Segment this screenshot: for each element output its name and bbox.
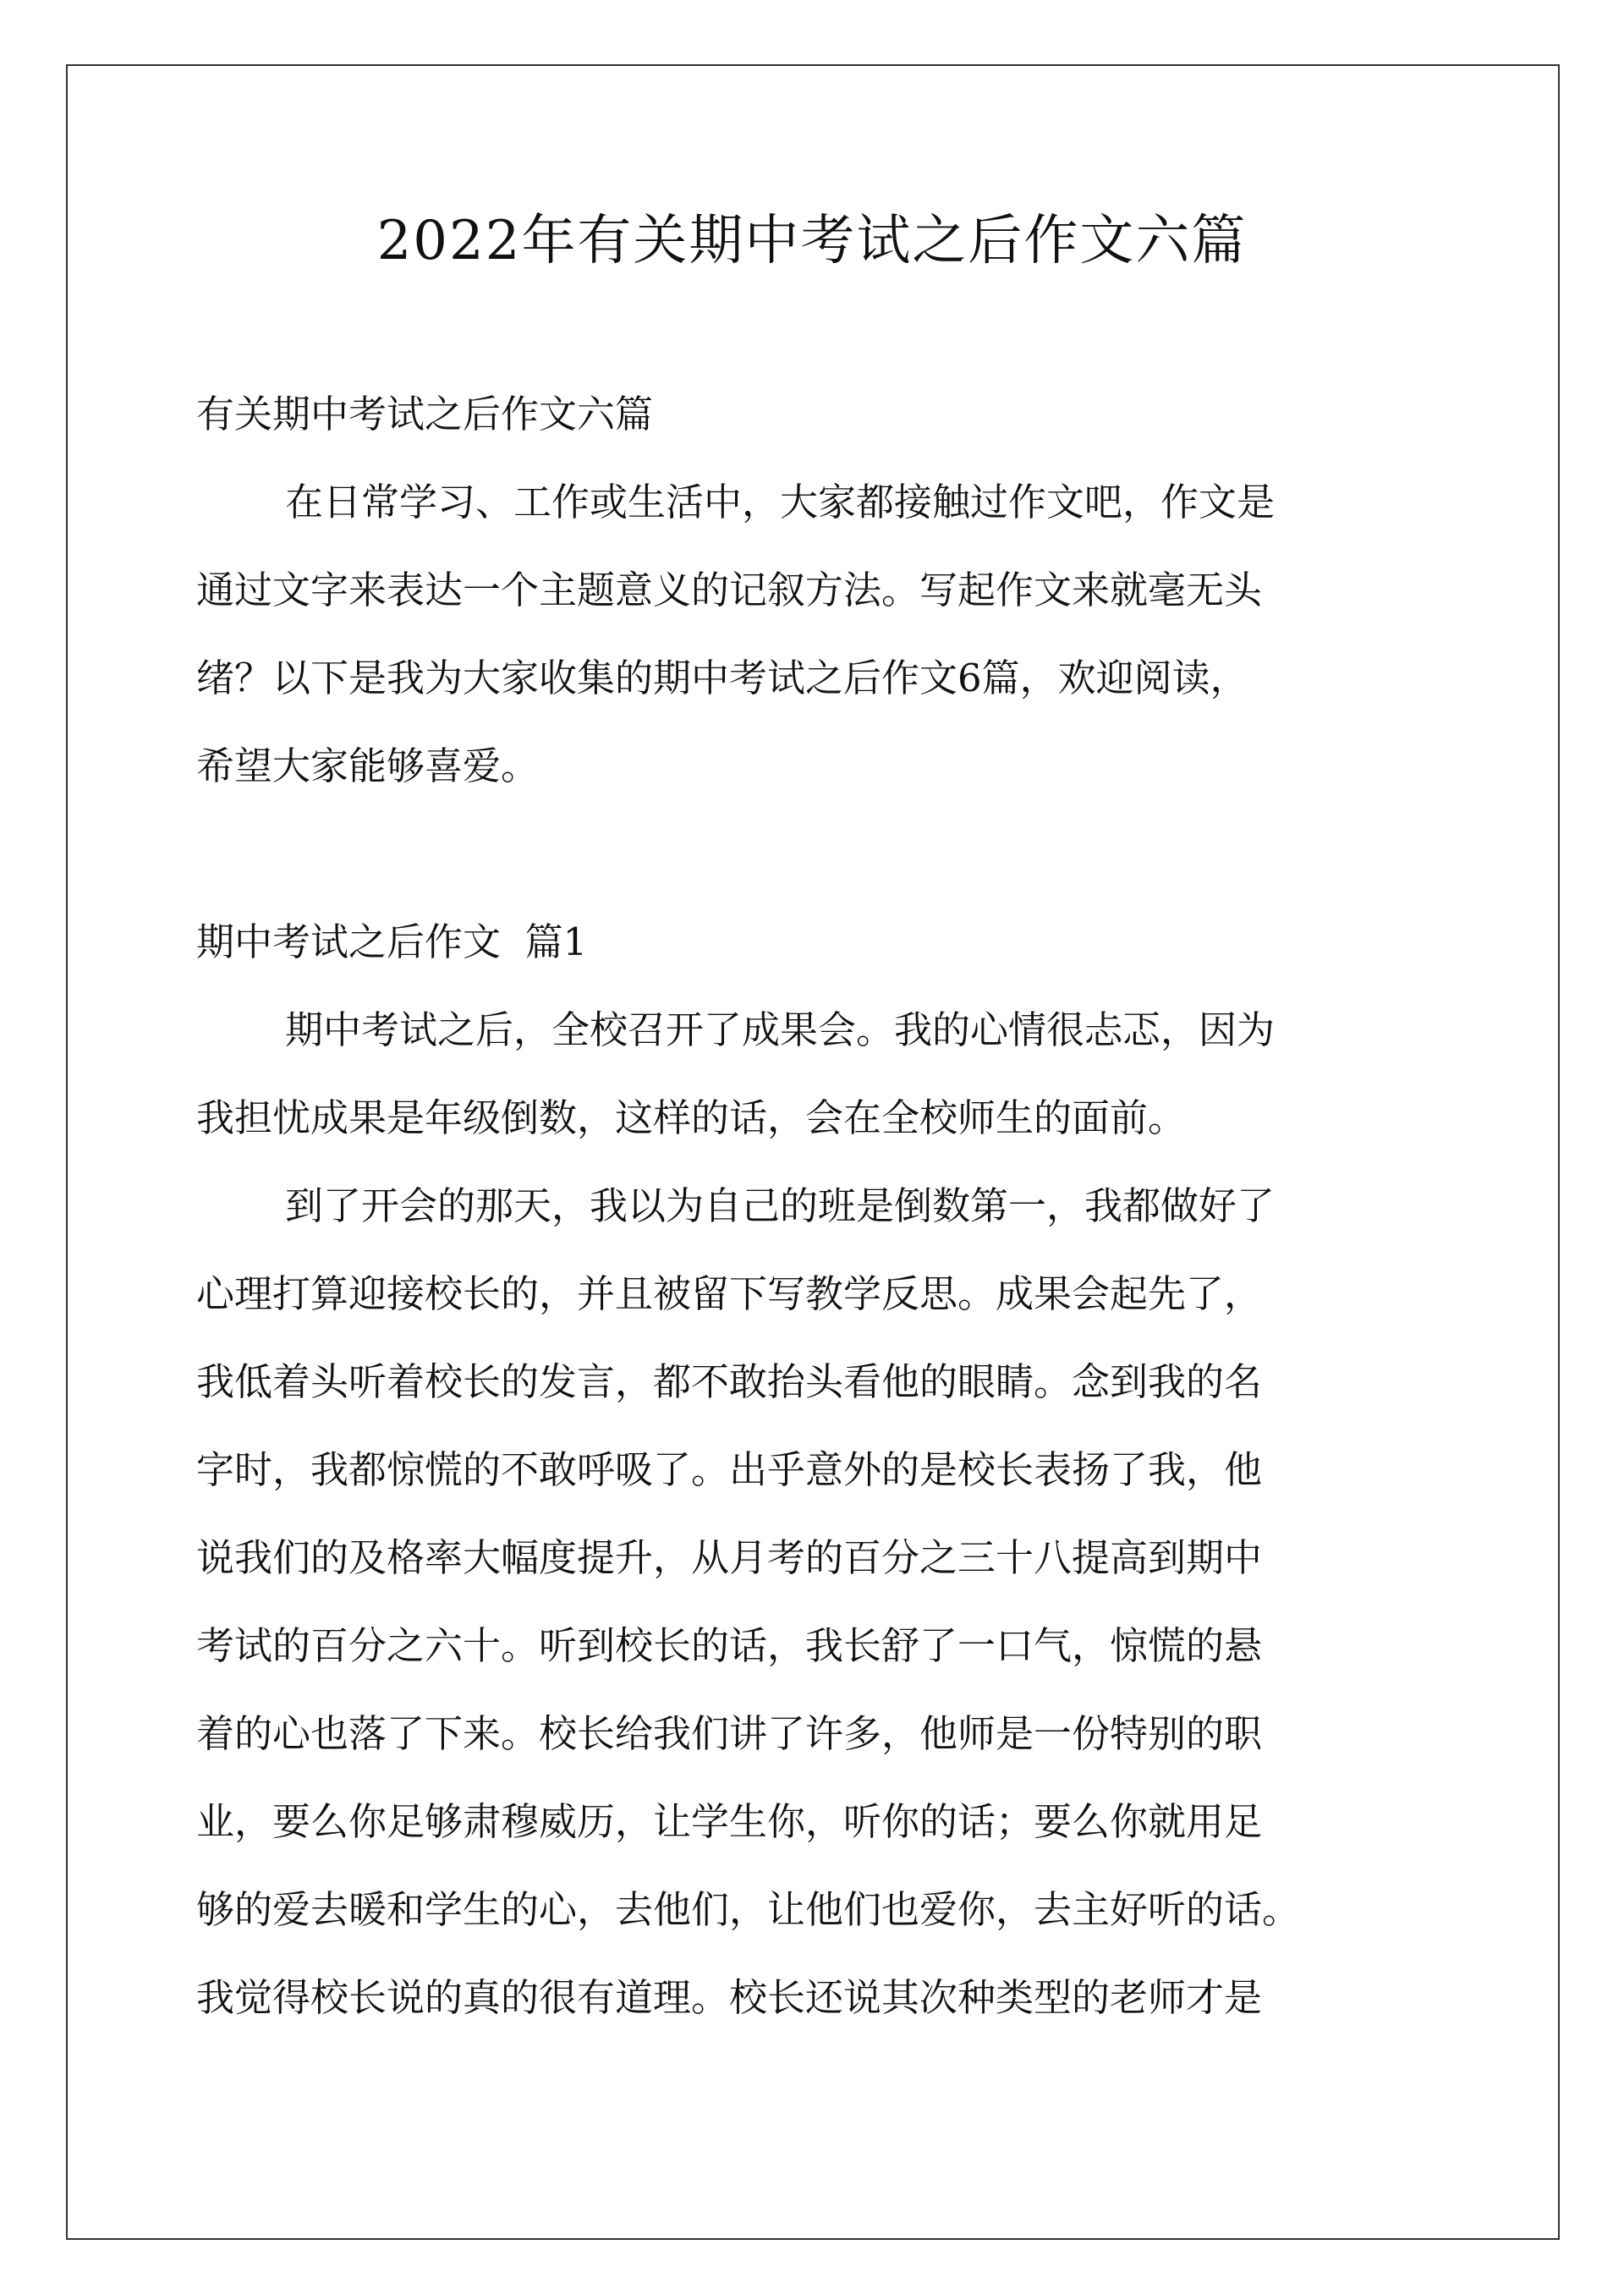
intro-line: 通过文字来表达一个主题意义的记叙方法。写起作文来就毫无头 — [196, 568, 1263, 612]
paragraph-line: 我低着头听着校长的发言，都不敢抬头看他的眼睛。念到我的名 — [196, 1359, 1263, 1404]
document-title: 2022年有关期中考试之后作文六篇 — [376, 210, 1248, 272]
document-body — [196, 370, 1433, 2042]
paragraph-line: 着的心也落了下来。校长给我们讲了许多，他师是一份特别的职 — [196, 1711, 1263, 1756]
blank-line — [196, 810, 1433, 898]
paragraph-line: 期中考试之后，全校召开了成果会。我的心情很忐忑，因为 — [285, 1007, 1276, 1052]
intro-line: 绪？以下是我为大家收集的期中考试之后作文6篇，欢迎阅读， — [196, 656, 1248, 700]
paragraph-line: 说我们的及格率大幅度提升，从月考的百分之三十八提高到期中 — [196, 1535, 1263, 1580]
intro-line: 在日常学习、工作或生活中，大家都接触过作文吧，作文是 — [285, 480, 1276, 524]
intro-paragraph — [196, 458, 1433, 810]
paragraph-line: 字时，我都惊慌的不敢呼吸了。出乎意外的是校长表扬了我，他 — [196, 1447, 1263, 1492]
paragraph-line: 到了开会的那天，我以为自己的班是倒数第一，我都做好了 — [285, 1183, 1276, 1228]
paragraph-line: 考试的百分之六十。听到校长的话，我长舒了一口气，惊慌的悬 — [196, 1623, 1263, 1668]
paragraph-line: 我觉得校长说的真的很有道理。校长还说其次种类型的老师才是 — [196, 1975, 1263, 2020]
paragraph-1 — [196, 986, 1433, 1162]
paragraph-line: 我担忧成果是年级倒数，这样的话，会在全校师生的面前。 — [196, 1095, 1187, 1140]
paragraph-line: 心理打算迎接校长的，并且被留下写教学反思。成果会起先了， — [196, 1271, 1263, 1316]
intro-line: 希望大家能够喜爱。 — [196, 744, 540, 788]
paragraph-line: 够的爱去暖和学生的心，去他们，让他们也爱你，去主好听的话。 — [196, 1887, 1301, 1932]
section-heading: 期中考试之后作文 篇1 — [196, 919, 588, 964]
paragraph-2 — [196, 1162, 1433, 2042]
subtitle: 有关期中考试之后作文六篇 — [196, 392, 654, 436]
paragraph-line: 业，要么你足够肃穆威历，让学生你，听你的话；要么你就用足 — [196, 1799, 1263, 1844]
